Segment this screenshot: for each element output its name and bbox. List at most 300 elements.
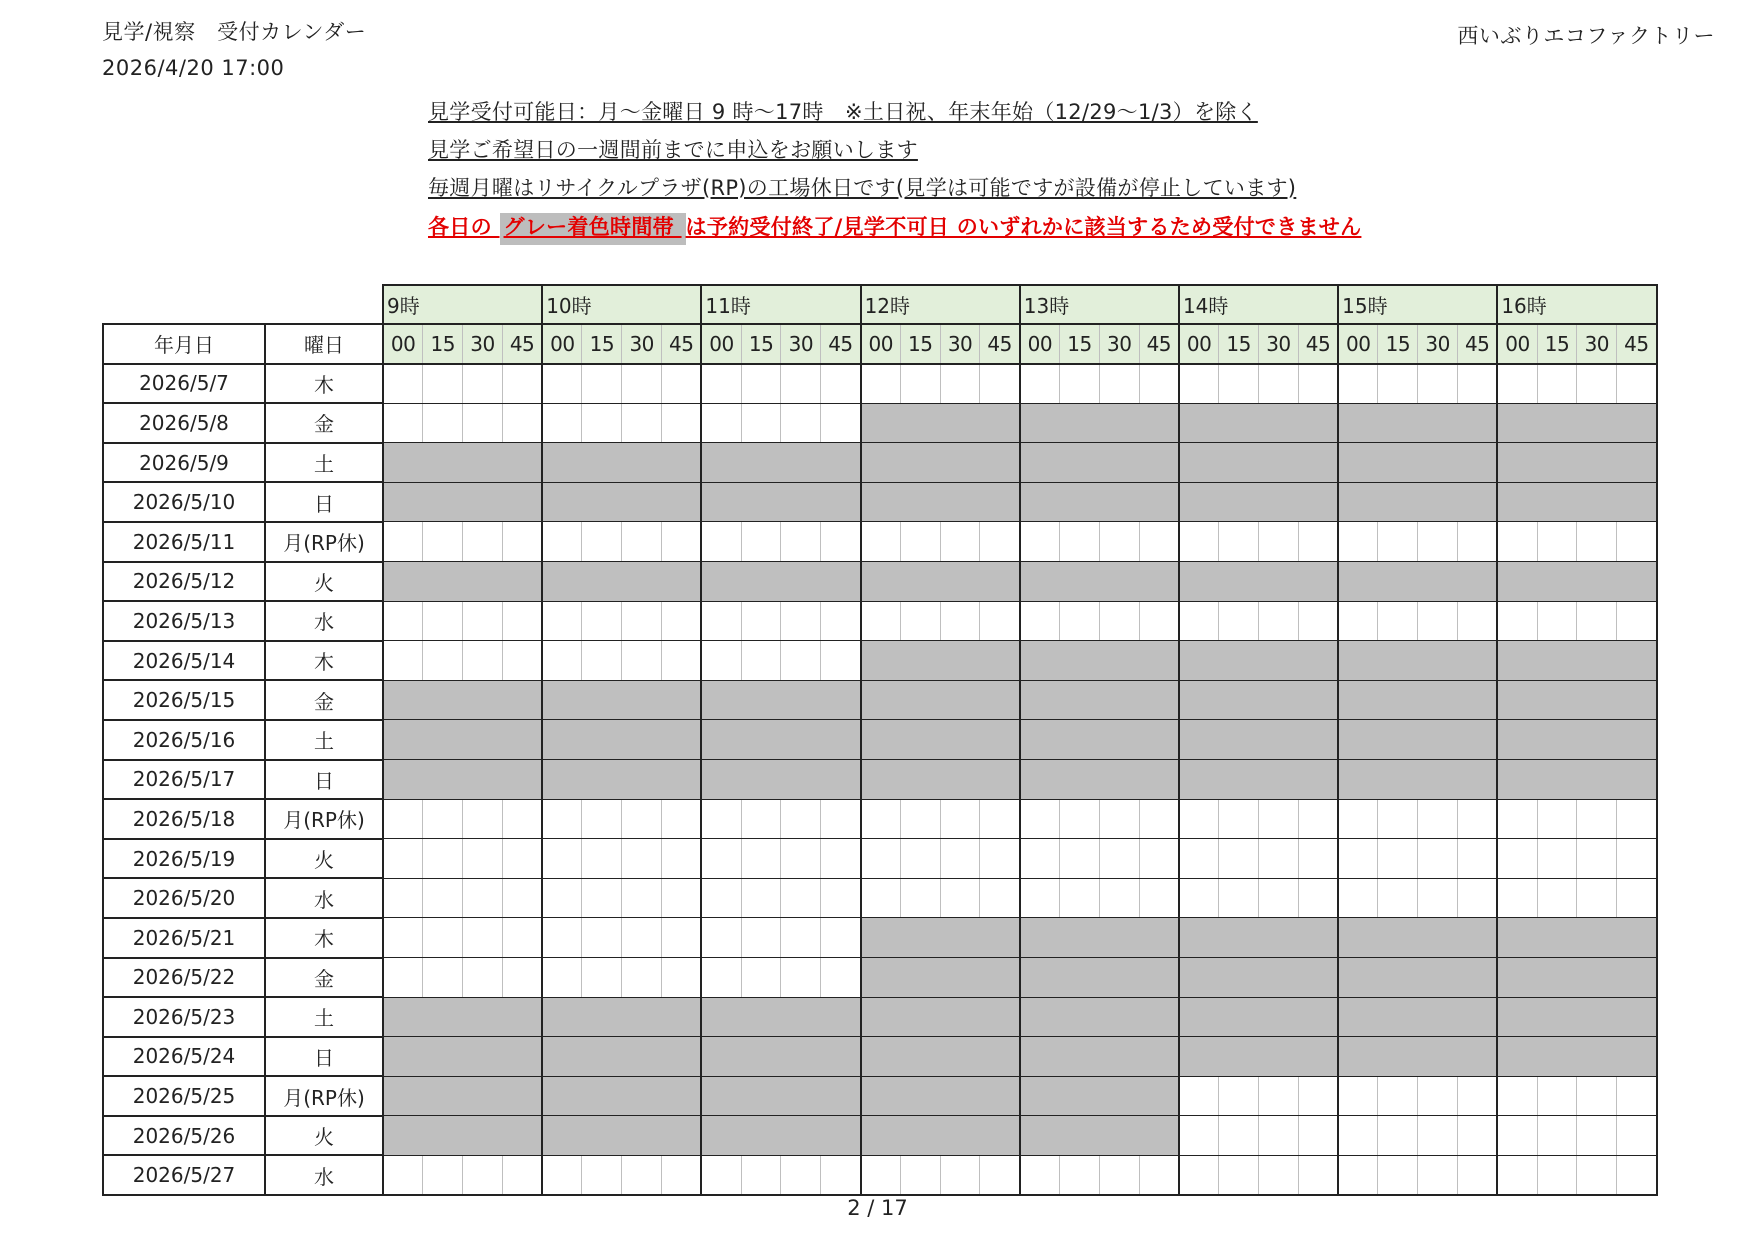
time-slot-available xyxy=(980,1155,1020,1195)
time-slot-available xyxy=(542,878,582,918)
time-slot-available xyxy=(1617,601,1657,641)
time-slot-available xyxy=(662,601,702,641)
time-slot-available xyxy=(1617,878,1657,918)
time-slot-unavailable xyxy=(1458,443,1498,483)
minute-header: 30 xyxy=(622,324,662,364)
time-slot-available xyxy=(662,1155,702,1195)
time-slot-unavailable xyxy=(1418,997,1458,1037)
time-slot-unavailable xyxy=(1458,482,1498,522)
time-slot-unavailable xyxy=(1259,997,1299,1037)
time-slot-available xyxy=(1458,878,1498,918)
time-slot-unavailable xyxy=(781,680,821,720)
time-slot-available xyxy=(383,641,423,681)
time-slot-available xyxy=(1179,364,1219,404)
time-slot-available xyxy=(1418,601,1458,641)
time-slot-unavailable xyxy=(423,680,463,720)
time-slot-unavailable xyxy=(662,1116,702,1156)
time-slot-unavailable xyxy=(1617,997,1657,1037)
time-slot-unavailable xyxy=(980,443,1020,483)
calendar-row xyxy=(103,680,1657,720)
calendar-row xyxy=(103,1155,1657,1195)
time-slot-unavailable xyxy=(622,760,662,800)
time-slot-unavailable xyxy=(1418,1037,1458,1077)
time-slot-unavailable xyxy=(900,443,940,483)
time-slot-available xyxy=(622,1155,662,1195)
hour-header: 14時 xyxy=(1179,285,1338,324)
time-slot-unavailable xyxy=(900,680,940,720)
time-slot-unavailable xyxy=(1179,760,1219,800)
time-slot-unavailable xyxy=(1020,997,1060,1037)
time-slot-available xyxy=(821,364,861,404)
time-slot-available xyxy=(1259,1076,1299,1116)
note-gray-legend xyxy=(428,211,1361,241)
date-cell: 2026/5/12 xyxy=(103,562,265,602)
time-slot-unavailable xyxy=(502,1076,542,1116)
time-slot-unavailable xyxy=(1139,562,1179,602)
time-slot-available xyxy=(463,918,503,958)
time-slot-available xyxy=(502,641,542,681)
time-slot-available xyxy=(1259,364,1299,404)
time-slot-unavailable xyxy=(861,720,901,760)
time-slot-unavailable xyxy=(1537,641,1577,681)
time-slot-unavailable xyxy=(1099,1116,1139,1156)
time-slot-available xyxy=(1020,1155,1060,1195)
time-slot-unavailable xyxy=(1577,482,1617,522)
minute-header: 00 xyxy=(1497,324,1537,364)
time-slot-unavailable xyxy=(1378,958,1418,998)
time-slot-available xyxy=(423,601,463,641)
calendar-row xyxy=(103,720,1657,760)
minute-header-row xyxy=(103,324,1657,364)
time-slot-unavailable xyxy=(1418,403,1458,443)
time-slot-available xyxy=(821,918,861,958)
time-slot-available xyxy=(622,522,662,562)
time-slot-available xyxy=(622,601,662,641)
time-slot-available xyxy=(463,522,503,562)
time-slot-available xyxy=(423,918,463,958)
time-slot-available xyxy=(701,601,741,641)
minute-header: 15 xyxy=(423,324,463,364)
minute-header: 45 xyxy=(662,324,702,364)
time-slot-unavailable xyxy=(1537,958,1577,998)
time-slot-available xyxy=(741,522,781,562)
calendar-row xyxy=(103,403,1657,443)
time-slot-available xyxy=(1458,799,1498,839)
time-slot-available xyxy=(662,641,702,681)
calendar-row xyxy=(103,482,1657,522)
time-slot-unavailable xyxy=(1577,443,1617,483)
time-slot-unavailable xyxy=(1219,443,1259,483)
time-slot-unavailable xyxy=(1060,1037,1100,1077)
time-slot-available xyxy=(1378,878,1418,918)
time-slot-available xyxy=(701,958,741,998)
time-slot-available xyxy=(662,918,702,958)
time-slot-available xyxy=(1537,839,1577,879)
minute-header: 00 xyxy=(542,324,582,364)
time-slot-available xyxy=(900,799,940,839)
time-slot-unavailable xyxy=(861,760,901,800)
time-slot-available xyxy=(662,958,702,998)
time-slot-unavailable xyxy=(622,680,662,720)
date-cell: 2026/5/22 xyxy=(103,958,265,998)
time-slot-available xyxy=(821,878,861,918)
time-slot-unavailable xyxy=(383,562,423,602)
time-slot-unavailable xyxy=(582,997,622,1037)
time-slot-available xyxy=(662,522,702,562)
time-slot-available xyxy=(423,1155,463,1195)
time-slot-unavailable xyxy=(861,1037,901,1077)
time-slot-unavailable xyxy=(1458,403,1498,443)
calendar-row xyxy=(103,641,1657,681)
time-slot-unavailable xyxy=(1338,720,1378,760)
date-cell: 2026/5/14 xyxy=(103,641,265,681)
minute-header: 00 xyxy=(861,324,901,364)
time-slot-unavailable xyxy=(1577,641,1617,681)
time-slot-unavailable xyxy=(423,443,463,483)
date-cell: 2026/5/24 xyxy=(103,1037,265,1077)
time-slot-available xyxy=(1497,1155,1537,1195)
time-slot-available xyxy=(1060,364,1100,404)
time-slot-available xyxy=(1259,601,1299,641)
time-slot-unavailable xyxy=(582,1037,622,1077)
time-slot-unavailable xyxy=(940,1116,980,1156)
weekday-cell: 土 xyxy=(265,997,383,1037)
minute-header: 30 xyxy=(1577,324,1617,364)
time-slot-available xyxy=(542,799,582,839)
time-slot-unavailable xyxy=(1259,1037,1299,1077)
time-slot-unavailable xyxy=(1378,760,1418,800)
time-slot-available xyxy=(542,641,582,681)
time-slot-available xyxy=(1617,799,1657,839)
time-slot-unavailable xyxy=(1259,760,1299,800)
time-slot-available xyxy=(1378,799,1418,839)
minute-header: 00 xyxy=(383,324,423,364)
time-slot-unavailable xyxy=(1139,443,1179,483)
time-slot-unavailable xyxy=(582,562,622,602)
date-cell: 2026/5/23 xyxy=(103,997,265,1037)
time-slot-available xyxy=(1179,839,1219,879)
time-slot-available xyxy=(1298,839,1338,879)
note-rp-holiday: 毎週月曜はリサイクルプラザ(RP)の工場休日です(見学は可能ですが設備が停止しています) xyxy=(428,176,1297,200)
calendar-row xyxy=(103,443,1657,483)
time-slot-unavailable xyxy=(1378,1037,1418,1077)
time-slot-available xyxy=(1617,1076,1657,1116)
minute-header: 45 xyxy=(1617,324,1657,364)
time-slot-available xyxy=(1298,1076,1338,1116)
time-slot-unavailable xyxy=(1497,760,1537,800)
time-slot-unavailable xyxy=(1537,760,1577,800)
time-slot-unavailable xyxy=(1537,443,1577,483)
time-slot-unavailable xyxy=(940,997,980,1037)
time-slot-available xyxy=(622,799,662,839)
page-title: 見学/視察 受付カレンダー xyxy=(102,20,367,44)
weekday-cell: 月(RP休) xyxy=(265,522,383,562)
time-slot-available xyxy=(423,958,463,998)
time-slot-available xyxy=(1537,522,1577,562)
time-slot-unavailable xyxy=(821,760,861,800)
time-slot-unavailable xyxy=(1259,720,1299,760)
note-available-days: 見学受付可能日：月～金曜日 9 時～17時 ※土日祝、年末年始（12/29～1/3）を除く xyxy=(428,100,1258,124)
time-slot-unavailable xyxy=(662,562,702,602)
time-slot-unavailable xyxy=(1060,1116,1100,1156)
time-slot-unavailable xyxy=(1060,760,1100,800)
time-slot-available xyxy=(423,839,463,879)
time-slot-available xyxy=(1179,1076,1219,1116)
time-slot-unavailable xyxy=(1139,720,1179,760)
time-slot-unavailable xyxy=(1219,680,1259,720)
time-slot-unavailable xyxy=(781,562,821,602)
minute-header: 30 xyxy=(1418,324,1458,364)
time-slot-available xyxy=(980,799,1020,839)
calendar-row xyxy=(103,1037,1657,1077)
time-slot-available xyxy=(741,799,781,839)
calendar-row xyxy=(103,760,1657,800)
time-slot-unavailable xyxy=(622,443,662,483)
time-slot-available xyxy=(701,364,741,404)
time-slot-unavailable xyxy=(542,680,582,720)
time-slot-unavailable xyxy=(861,1116,901,1156)
time-slot-available xyxy=(1537,1076,1577,1116)
time-slot-available xyxy=(701,403,741,443)
time-slot-unavailable xyxy=(781,443,821,483)
calendar-row xyxy=(103,1116,1657,1156)
time-slot-available xyxy=(582,799,622,839)
time-slot-unavailable xyxy=(1537,680,1577,720)
time-slot-unavailable xyxy=(502,680,542,720)
time-slot-unavailable xyxy=(423,997,463,1037)
time-slot-available xyxy=(463,839,503,879)
time-slot-unavailable xyxy=(1099,958,1139,998)
time-slot-unavailable xyxy=(1179,680,1219,720)
weekday-cell: 木 xyxy=(265,918,383,958)
time-slot-available xyxy=(781,403,821,443)
time-slot-unavailable xyxy=(1020,403,1060,443)
time-slot-available xyxy=(781,878,821,918)
time-slot-unavailable xyxy=(1458,720,1498,760)
time-slot-unavailable xyxy=(1139,482,1179,522)
weekday-cell: 金 xyxy=(265,403,383,443)
time-slot-unavailable xyxy=(701,562,741,602)
time-slot-unavailable xyxy=(622,1037,662,1077)
time-slot-available xyxy=(1020,522,1060,562)
time-slot-unavailable xyxy=(940,443,980,483)
time-slot-unavailable xyxy=(1219,918,1259,958)
time-slot-unavailable xyxy=(701,720,741,760)
time-slot-available xyxy=(1298,601,1338,641)
time-slot-unavailable xyxy=(1418,562,1458,602)
time-slot-unavailable xyxy=(1219,760,1259,800)
time-slot-available xyxy=(1179,1116,1219,1156)
time-slot-available xyxy=(1537,878,1577,918)
time-slot-unavailable xyxy=(383,482,423,522)
time-slot-unavailable xyxy=(701,482,741,522)
time-slot-unavailable xyxy=(1020,760,1060,800)
time-slot-available xyxy=(1617,364,1657,404)
time-slot-unavailable xyxy=(1060,997,1100,1037)
time-slot-unavailable xyxy=(861,1076,901,1116)
time-slot-available xyxy=(1259,1116,1299,1156)
time-slot-available xyxy=(980,601,1020,641)
time-slot-available xyxy=(1259,878,1299,918)
time-slot-unavailable xyxy=(1497,680,1537,720)
date-cell: 2026/5/17 xyxy=(103,760,265,800)
weekday-cell: 金 xyxy=(265,958,383,998)
time-slot-unavailable xyxy=(1338,958,1378,998)
time-slot-available xyxy=(542,1155,582,1195)
time-slot-unavailable xyxy=(1179,403,1219,443)
time-slot-unavailable xyxy=(423,562,463,602)
time-slot-unavailable xyxy=(1139,958,1179,998)
time-slot-available xyxy=(463,364,503,404)
time-slot-unavailable xyxy=(940,1076,980,1116)
weekday-cell: 火 xyxy=(265,839,383,879)
time-slot-available xyxy=(1338,839,1378,879)
time-slot-available xyxy=(502,403,542,443)
calendar-row xyxy=(103,799,1657,839)
time-slot-unavailable xyxy=(861,562,901,602)
time-slot-unavailable xyxy=(861,680,901,720)
time-slot-unavailable xyxy=(1617,641,1657,681)
minute-header: 00 xyxy=(1338,324,1378,364)
time-slot-unavailable xyxy=(1219,641,1259,681)
time-slot-available xyxy=(383,1155,423,1195)
time-slot-available xyxy=(423,878,463,918)
time-slot-unavailable xyxy=(980,720,1020,760)
weekday-cell: 火 xyxy=(265,1116,383,1156)
time-slot-available xyxy=(900,1155,940,1195)
time-slot-unavailable xyxy=(821,720,861,760)
weekday-cell: 水 xyxy=(265,601,383,641)
date-cell: 2026/5/10 xyxy=(103,482,265,522)
calendar-row xyxy=(103,918,1657,958)
minute-header: 30 xyxy=(1099,324,1139,364)
time-slot-unavailable xyxy=(1418,720,1458,760)
weekday-cell: 火 xyxy=(265,562,383,602)
time-slot-available xyxy=(1497,1076,1537,1116)
time-slot-available xyxy=(701,799,741,839)
time-slot-unavailable xyxy=(1099,680,1139,720)
time-slot-unavailable xyxy=(1617,720,1657,760)
time-slot-available xyxy=(622,364,662,404)
time-slot-unavailable xyxy=(1139,403,1179,443)
time-slot-unavailable xyxy=(900,997,940,1037)
time-slot-unavailable xyxy=(502,482,542,522)
time-slot-available xyxy=(423,403,463,443)
time-slot-unavailable xyxy=(1298,641,1338,681)
time-slot-unavailable xyxy=(1020,1037,1060,1077)
date-cell: 2026/5/13 xyxy=(103,601,265,641)
minute-header: 15 xyxy=(1537,324,1577,364)
hour-header: 15時 xyxy=(1338,285,1497,324)
minute-header: 30 xyxy=(463,324,503,364)
time-slot-unavailable xyxy=(781,482,821,522)
time-slot-available xyxy=(1139,1155,1179,1195)
time-slot-unavailable xyxy=(821,997,861,1037)
time-slot-available xyxy=(502,522,542,562)
time-slot-unavailable xyxy=(383,1076,423,1116)
time-slot-available xyxy=(861,839,901,879)
time-slot-unavailable xyxy=(1298,680,1338,720)
time-slot-unavailable xyxy=(1617,482,1657,522)
weekday-cell: 木 xyxy=(265,364,383,404)
time-slot-unavailable xyxy=(1060,482,1100,522)
time-slot-unavailable xyxy=(821,680,861,720)
time-slot-available xyxy=(622,958,662,998)
time-slot-available xyxy=(1458,1076,1498,1116)
date-cell: 2026/5/15 xyxy=(103,680,265,720)
time-slot-available xyxy=(980,364,1020,404)
time-slot-available xyxy=(582,364,622,404)
time-slot-available xyxy=(1577,1076,1617,1116)
time-slot-unavailable xyxy=(980,641,1020,681)
time-slot-unavailable xyxy=(1099,1037,1139,1077)
time-slot-available xyxy=(622,403,662,443)
time-slot-unavailable xyxy=(423,1076,463,1116)
time-slot-unavailable xyxy=(1099,760,1139,800)
time-slot-unavailable xyxy=(1577,562,1617,602)
time-slot-unavailable xyxy=(582,680,622,720)
time-slot-available xyxy=(1497,878,1537,918)
time-slot-available xyxy=(1219,839,1259,879)
time-slot-unavailable xyxy=(1060,443,1100,483)
time-slot-available xyxy=(781,1155,821,1195)
time-slot-unavailable xyxy=(1418,641,1458,681)
time-slot-available xyxy=(861,878,901,918)
time-slot-unavailable xyxy=(662,482,702,522)
weekday-cell: 土 xyxy=(265,720,383,760)
time-slot-available xyxy=(1418,1076,1458,1116)
date-cell: 2026/5/26 xyxy=(103,1116,265,1156)
minute-header: 45 xyxy=(1139,324,1179,364)
time-slot-unavailable xyxy=(940,918,980,958)
time-slot-available xyxy=(622,918,662,958)
time-slot-available xyxy=(781,958,821,998)
time-slot-available xyxy=(582,918,622,958)
time-slot-available xyxy=(701,522,741,562)
time-slot-available xyxy=(1060,839,1100,879)
time-slot-available xyxy=(502,1155,542,1195)
time-slot-unavailable xyxy=(463,482,503,522)
time-slot-unavailable xyxy=(1219,482,1259,522)
time-slot-available xyxy=(502,918,542,958)
time-slot-unavailable xyxy=(1577,760,1617,800)
time-slot-available xyxy=(1418,878,1458,918)
time-slot-available xyxy=(1338,1116,1378,1156)
time-slot-unavailable xyxy=(940,403,980,443)
time-slot-unavailable xyxy=(980,760,1020,800)
time-slot-available xyxy=(542,601,582,641)
time-slot-available xyxy=(980,878,1020,918)
time-slot-available xyxy=(940,364,980,404)
time-slot-unavailable xyxy=(701,1076,741,1116)
time-slot-available xyxy=(1099,522,1139,562)
time-slot-available xyxy=(463,958,503,998)
time-slot-available xyxy=(1577,878,1617,918)
time-slot-unavailable xyxy=(622,1076,662,1116)
time-slot-available xyxy=(1219,522,1259,562)
time-slot-available xyxy=(1617,1116,1657,1156)
time-slot-available xyxy=(1338,1155,1378,1195)
weekday-cell: 土 xyxy=(265,443,383,483)
time-slot-unavailable xyxy=(1099,562,1139,602)
time-slot-unavailable xyxy=(861,997,901,1037)
time-slot-unavailable xyxy=(1298,443,1338,483)
time-slot-unavailable xyxy=(1378,443,1418,483)
time-slot-unavailable xyxy=(582,1116,622,1156)
time-slot-unavailable xyxy=(741,1116,781,1156)
minute-header: 30 xyxy=(1259,324,1299,364)
time-slot-available xyxy=(980,522,1020,562)
